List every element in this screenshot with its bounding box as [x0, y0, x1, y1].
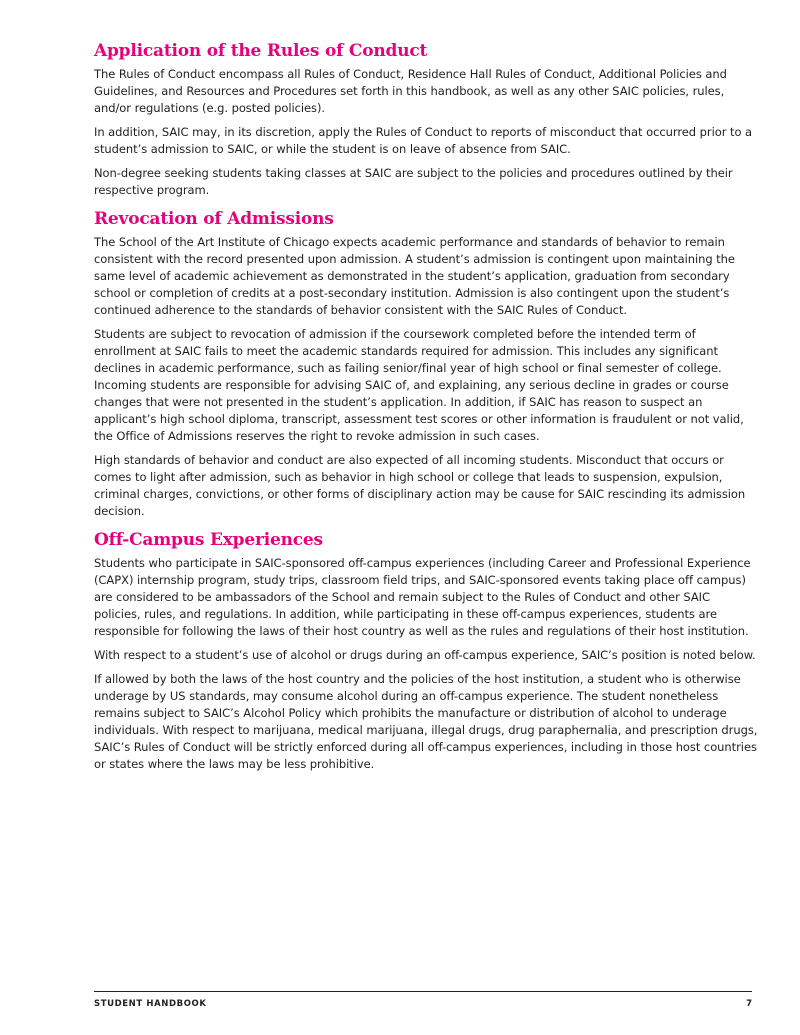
footer-title: STUDENT HANDBOOK	[94, 999, 207, 1009]
section-revocation-admissions	[94, 208, 758, 520]
section-heading: Off-Campus Experiences	[94, 530, 323, 550]
paragraph: Students are subject to revocation of admission if the coursework completed before the intended term of enrollment at SAIC fails to meet the academic standards required for admission. This includes any significant declines in academic performance, such as failing senior/final year of high school or final semester of college. Incoming students are responsible for advising SAIC of, and explaining, any serious decline in grades or course changes that were not presented in the student’s application. In addition, if SAIC has reason to suspect an applicant’s high school diploma, transcript, assessment test scores or other information is fraudulent or not valid, the Office of Admissions reserves the right to revoke admission in such cases.	[94, 327, 744, 443]
footer-divider	[94, 991, 752, 992]
section-application-rules	[94, 40, 758, 199]
section-off-campus	[94, 529, 758, 773]
paragraph: Students who participate in SAIC-sponsored off-campus experiences (including Career and Professional Experience (CAPX) internship program, study trips, classroom field trips, and SAIC-sponsored events taking place off campus) are considered to be ambassadors of the School and remain subject to the Rules of Conduct and other SAIC policies, rules, and regulations. In addition, while participating in these off-campus experiences, students are responsible for following the laws of their host country as well as the rules and regulations of their host institution.	[94, 556, 751, 638]
paragraph: If allowed by both the laws of the host country and the policies of the host institution, a student who is otherwise underage by US standards, may consume alcohol during an off-campus experience. The student nonetheless remains subject to SAIC’s Alcohol Policy which prohibits the manufacture or distribution of alcohol to underage individuals. With respect to marijuana, medical marijuana, illegal drugs, drug paraphernalia, and prescription drugs, SAIC’s Rules of Conduct will be strictly enforced during all off-campus experiences, including in those host countries or states where the laws may be less prohibitive.	[94, 672, 758, 771]
paragraph: Non-degree seeking students taking classes at SAIC are subject to the policies and procedures outlined by their respective program.	[94, 166, 733, 197]
paragraph: The Rules of Conduct encompass all Rules of Conduct, Residence Hall Rules of Conduct, Additional Policies and Guidelines, and Resources and Procedures set forth in this handbook, as well as any other SAIC policies, rules, and/or regulations (e.g. posted policies).	[94, 67, 727, 115]
section-heading: Application of the Rules of Conduct	[94, 41, 428, 61]
paragraph: In addition, SAIC may, in its discretion, apply the Rules of Conduct to reports of misconduct that occurred prior to a student’s admission to SAIC, or while the student is on leave of absence from SAIC.	[94, 125, 753, 156]
paragraph: High standards of behavior and conduct are also expected of all incoming students. Misconduct that occurs or comes to light after admission, such as behavior in high school or college that leads to suspension, expulsion, criminal charges, convictions, or other forms of disciplinary action may be cause for SAIC rescinding its admission decision.	[94, 453, 746, 518]
page-content	[94, 40, 758, 782]
section-heading: Revocation of Admissions	[94, 209, 334, 229]
page-number: 7	[746, 999, 752, 1009]
paragraph: The School of the Art Institute of Chicago expects academic performance and standards of behavior to remain consistent with the record presented upon admission. A student’s admission is contingent upon maintaining the same level of academic achievement as demonstrated in the student’s application, graduation from secondary school or completion of credits at a post-secondary institution. Admission is also contingent upon the student’s continued adherence to the standards of behavior consistent with the SAIC Rules of Conduct.	[94, 235, 735, 317]
paragraph: With respect to a student’s use of alcohol or drugs during an off-campus experience, SAIC’s position is noted below.	[94, 648, 756, 662]
